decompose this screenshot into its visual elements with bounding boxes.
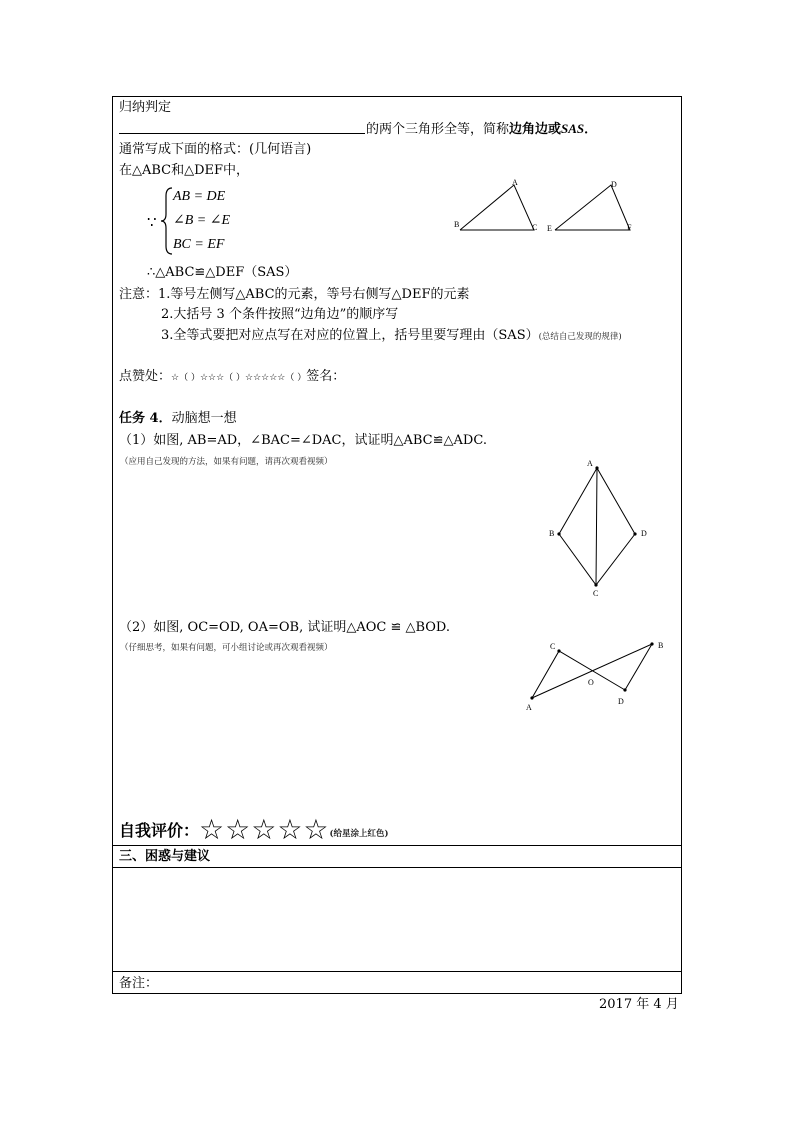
label-o: O — [588, 678, 594, 687]
label-d: D — [611, 180, 617, 189]
in-triangles: 在△ABC和△DEF中， — [119, 163, 250, 178]
kite-abcd-figure — [545, 458, 655, 600]
label-a: A — [512, 178, 518, 187]
footer-date: 2017 年 4 月 — [599, 997, 679, 1012]
label-c: C — [532, 223, 538, 232]
task4-title: 任务 4．动脑想一想 — [119, 411, 237, 426]
label-d: D — [641, 529, 647, 538]
label-b: B — [658, 641, 664, 650]
conclusion: ∴△ABC≌△DEF（SAS） — [147, 265, 298, 280]
praise-stars: ☆（ ）☆☆☆（ ）☆☆☆☆☆（ ） — [171, 373, 307, 383]
label-e: E — [547, 224, 552, 233]
fill-in-blank[interactable] — [119, 133, 365, 134]
summary-statement: 的两个三角形全等，简称边角边或SAS． — [366, 121, 598, 137]
label-c: C — [593, 589, 599, 598]
condition-2: ∠B = ∠E — [173, 213, 231, 228]
notes-line-2: 2.大括号 3 个条件按照“边角边”的顺序写 — [161, 307, 399, 322]
condition-1: AB = DE — [173, 189, 226, 204]
label-a: A — [526, 703, 532, 712]
divider-remarks — [112, 971, 682, 972]
self-eval-row: 自我评价：☆☆☆☆☆(给星涂上红色) — [119, 813, 389, 846]
label-f: F — [627, 223, 632, 232]
remarks-label: 备注： — [119, 976, 159, 991]
bowtie-aoc-bod-figure — [522, 636, 672, 716]
label-c: C — [550, 642, 556, 651]
praise-row: 点赞处：☆（ ）☆☆☆（ ）☆☆☆☆☆（ ）签名： — [119, 369, 346, 384]
task4-question-2: （2）如图, OC=OD, OA=OB, 试证明△AOC ≌ △BOD. — [119, 620, 451, 635]
section3-title: 三、困惑与建议 — [119, 849, 211, 864]
format-line: 通常写成下面的格式：(几何语言) — [119, 142, 312, 157]
because-symbol: ∵ — [147, 213, 157, 231]
task4-question-1: （1）如图, AB=AD，∠BAC=∠DAC，试证明△ABC≌△ADC. — [119, 433, 487, 448]
task4-hint-1: （应用自己发现的方法，如果有问题，请再次观看视频） — [120, 457, 333, 467]
brace-icon — [160, 186, 174, 256]
condition-3: BC = EF — [173, 237, 225, 252]
summary-title: 归纳判定 — [119, 100, 172, 115]
label-d: D — [618, 697, 624, 706]
notes-line-1: 注意：1.等号左侧写△ABC的元素，等号右侧写△DEF的元素 — [119, 287, 470, 302]
triangles-abc-def-figure — [452, 175, 642, 237]
task4-hint-2: （仔细思考，如果有问题，可小组讨论或再次观看视频） — [120, 643, 333, 653]
label-b: B — [549, 529, 555, 538]
label-b: B — [454, 220, 460, 229]
notes-line-3: 3.全等式要把对应点写在对应的位置上，括号里要写理由（SAS）(总结自己发现的规律) — [161, 328, 622, 343]
label-a: A — [587, 459, 593, 468]
section3-answer-area[interactable] — [113, 868, 681, 970]
self-eval-stars[interactable]: ☆☆☆☆☆ — [199, 813, 330, 846]
